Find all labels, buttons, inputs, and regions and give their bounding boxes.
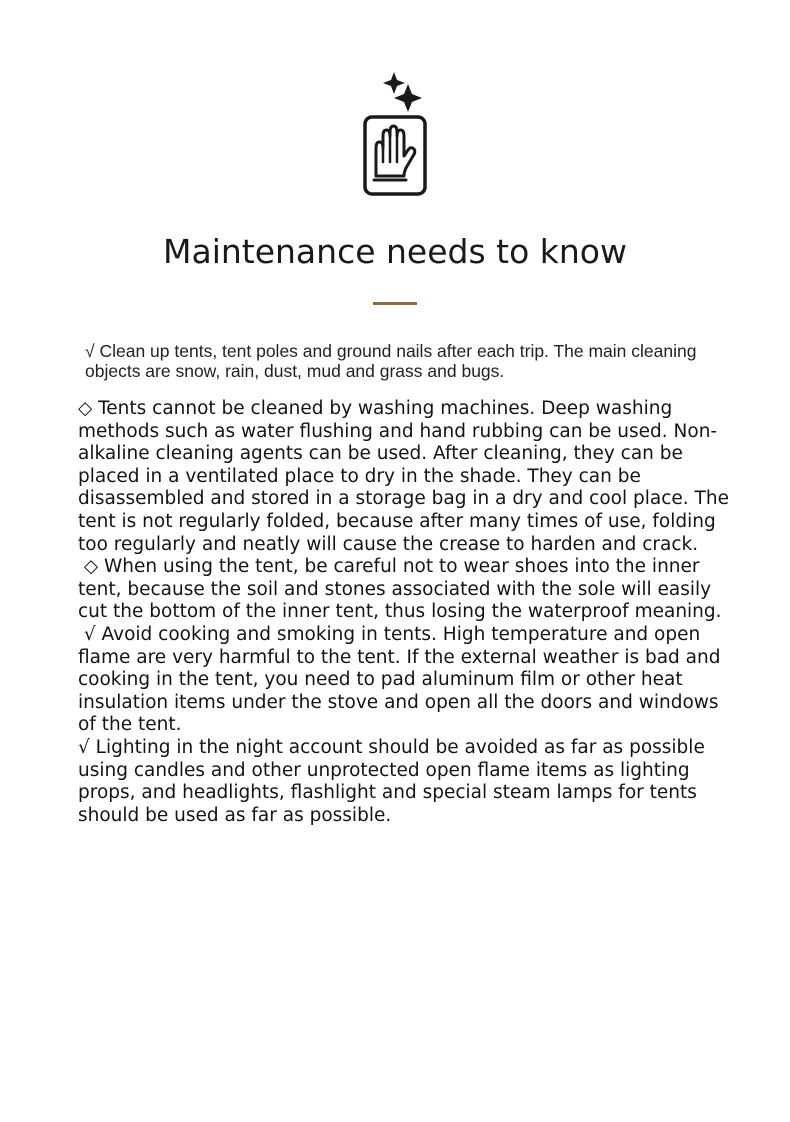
page-title: Maintenance needs to know xyxy=(163,232,627,271)
sparkle-glove-icon xyxy=(354,70,434,200)
paragraph-washing: ◇ Tents cannot be cleaned by washing machines. Deep washing methods such as water flushing and hand rubbing can be used. Non-alkaline cleaning agents can be used. After cleaning, they can be placed in a ventilated place to dry in the shade. They can be disassembled and stored in a storage bag in a dry and cool place. The tent is not regularly folded, because after many times of use, folding too regularly and neatly will cause the crease to harden and crack. xyxy=(78,398,729,555)
maintenance-body xyxy=(78,398,738,827)
intro-text: √ Clean up tents, tent poles and ground nails after each trip. The main cleaning objects are snow, rain, dust, mud and grass and bugs. xyxy=(85,341,697,381)
paragraph-lighting: √ Lighting in the night account should be avoided as far as possible using candles and other unprotected open flame items as lighting props, and headlights, flashlight and special steam lamps for tents should be used as far as possible. xyxy=(78,736,705,826)
paragraph-shoes: ◇ When using the tent, be careful not to wear shoes into the inner tent, because the soil and stones associated with the sole will easily cut the bottom of the inner tent, thus losing the waterproof meaning. xyxy=(78,556,722,623)
paragraph-cooking: √ Avoid cooking and smoking in tents. High temperature and open flame are very harmful to the tent. If the external weather is bad and cooking in the tent, you need to pad aluminum film or other heat insulation items under the stove and open all the doors and windows of the tent. xyxy=(78,623,721,736)
title-divider xyxy=(373,302,417,305)
